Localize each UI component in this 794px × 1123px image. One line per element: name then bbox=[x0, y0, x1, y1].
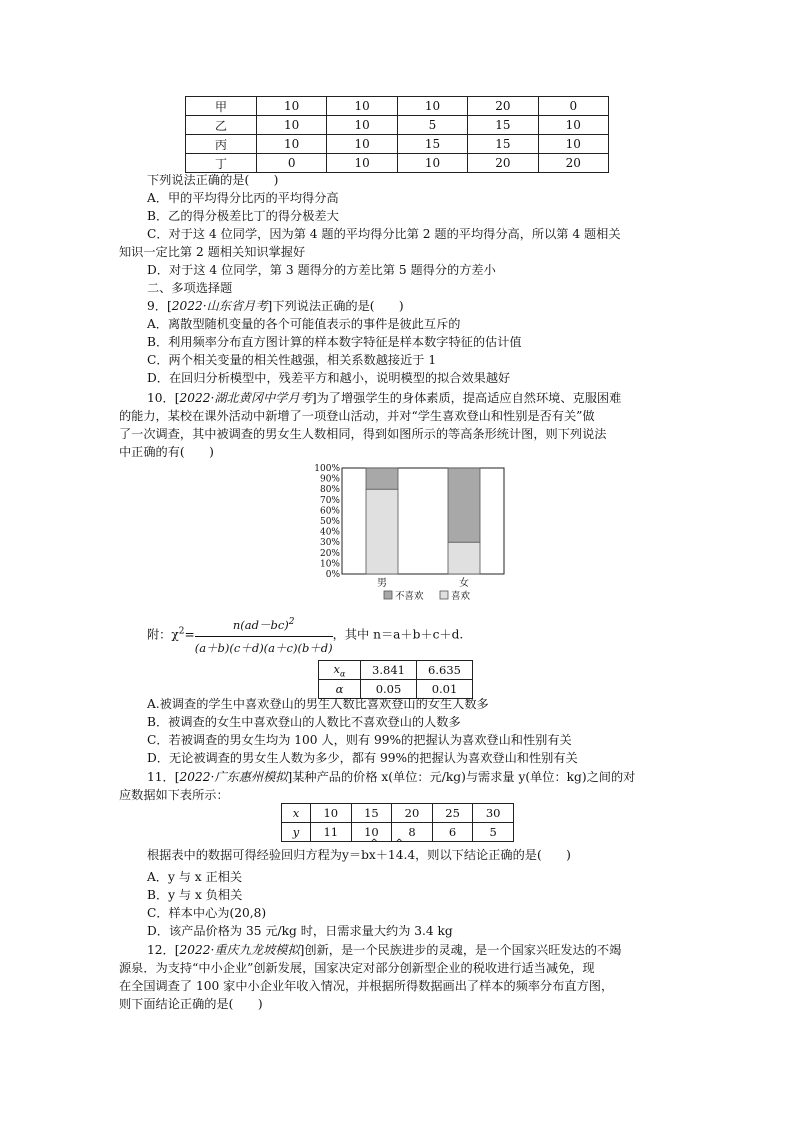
score-cell: 5 bbox=[397, 116, 467, 135]
score-cell: 10 bbox=[327, 154, 397, 173]
q10-option-d: D．无论被调查的男女生人数为多少，都有 99%的把握认为喜欢登山和性别有关 bbox=[147, 751, 578, 765]
y-label: y bbox=[282, 823, 311, 842]
q10-option-c: C．若被调查的男女生均为 100 人，则有 99%的把握认为喜欢登山和性别有关 bbox=[147, 733, 572, 747]
q12-line3: 在全国调查了 100 家中小企业年收入情况，并根据所得数据画出了样本的频率分布直方图， bbox=[119, 979, 614, 993]
score-table bbox=[185, 96, 609, 173]
q11-line2: 应数据如下表所示： bbox=[119, 788, 229, 802]
score-cell: 0 bbox=[257, 154, 327, 173]
q9-option-b: B．利用频率分布直方图计算的样本数字特征是样本数字特征的估计值 bbox=[147, 335, 522, 349]
score-row bbox=[186, 116, 609, 135]
score-cell: 10 bbox=[397, 97, 467, 116]
q9-option-d: D．在回归分析模型中，残差平方和越小，说明模型的拟合效果越好 bbox=[147, 371, 511, 385]
y-tick-label: 40% bbox=[319, 527, 340, 538]
score-cell: 10 bbox=[327, 135, 397, 154]
score-cell: 10 bbox=[538, 135, 608, 154]
y-tick-label: 100% bbox=[314, 464, 340, 474]
q8-option-b: B．乙的得分极差比丁的得分极差大 bbox=[147, 209, 339, 223]
score-cell: 10 bbox=[327, 97, 397, 116]
score-cell: 20 bbox=[468, 154, 538, 173]
y-tick-label: 50% bbox=[319, 517, 340, 527]
crit-row1-label: $x_\alpha$ bbox=[319, 661, 361, 680]
section-heading: 二、多项选择题 bbox=[147, 281, 233, 295]
y-cell: 5 bbox=[473, 823, 514, 842]
crit-cell: 0.01 bbox=[417, 680, 473, 699]
x-category-label: 男 bbox=[377, 578, 387, 589]
y-tick-label: 70% bbox=[319, 495, 340, 506]
bar-segment bbox=[366, 489, 398, 574]
score-cell: 10 bbox=[538, 116, 608, 135]
crit-cell: 0.05 bbox=[361, 680, 417, 699]
score-cell: 15 bbox=[397, 135, 467, 154]
q11-option-c: C．样本中心为(20,8) bbox=[147, 906, 267, 920]
x-label: x bbox=[282, 804, 311, 823]
score-cell: 20 bbox=[468, 97, 538, 116]
student-name: 甲 bbox=[186, 97, 257, 116]
q9-option-a: A．离散型随机变量的各个可能值表示的事件是彼此互斥的 bbox=[147, 317, 461, 331]
x-cell: 25 bbox=[432, 804, 473, 823]
x-cell: 20 bbox=[392, 804, 433, 823]
q10-line3: 了一次调查，其中被调查的男女生人数相同，得到如图所示的等高条形统计图，则下列说法 bbox=[119, 427, 607, 441]
crit-row2-label: α bbox=[319, 680, 361, 699]
y-tick-label: 20% bbox=[319, 548, 340, 559]
q8-option-c-cont: 知识一定比第 2 题相关知识掌握好 bbox=[119, 245, 306, 259]
q10-stem: 10．[2022·湖北黄冈中学月考]为了增强学生的身体素质，提高适应自然环境、克服困难 bbox=[147, 391, 622, 405]
bar-segment bbox=[366, 468, 398, 489]
legend-label: 不喜欢 bbox=[395, 591, 424, 602]
q9-option-c: C．两个相关变量的相关性越强，相关系数越接近于 1 bbox=[147, 353, 437, 367]
score-row bbox=[186, 154, 609, 173]
y-tick-label: 80% bbox=[319, 485, 340, 496]
y-tick-label: 10% bbox=[319, 559, 340, 570]
formula-fraction: $\frac{n(ad-bc)^2}{(a+b)(c+d)(a+c)(b+d)}$ bbox=[195, 612, 333, 658]
y-cell: 10 bbox=[351, 823, 392, 842]
q11-source: 2022·广东惠州模拟 bbox=[179, 770, 288, 784]
score-row bbox=[186, 97, 609, 116]
legend-label: 喜欢 bbox=[451, 591, 471, 602]
q11-stem: 11．[2022·广东惠州模拟]某种产品的价格 x(单位：元/kg)与需求量 y(单位：kg)之间的对 bbox=[147, 770, 636, 784]
score-cell: 10 bbox=[397, 154, 467, 173]
score-cell: 15 bbox=[468, 135, 538, 154]
score-cell: 10 bbox=[257, 135, 327, 154]
q10-option-a: A.被调查的学生中喜欢登山的男生人数比喜欢登山的女生人数多 bbox=[147, 697, 489, 711]
y-cell: 11 bbox=[311, 823, 352, 842]
q12-stem: 12．[2022·重庆九龙坡模拟]创新，是一个民族进步的灵魂，是一个国家兴旺发达的不竭 bbox=[147, 943, 622, 957]
y-cell: 8 bbox=[392, 823, 433, 842]
q11-formula-line: 根据表中的数据可得经验回归方程为y＝bx＋14.4，则以下结论正确的是( ) bbox=[147, 848, 571, 862]
q12-line4: 则下面结论正确的是( ) bbox=[119, 997, 263, 1011]
score-cell: 15 bbox=[468, 116, 538, 135]
q12-line2: 源泉．为支持“中小企业”创新发展，国家决定对部分创新型企业的税收进行适当减免，现 bbox=[119, 961, 595, 975]
score-row bbox=[186, 135, 609, 154]
q11-option-d: D．该产品价格为 35 元/kg 时，日需求量大约为 3.4 kg bbox=[147, 924, 453, 938]
score-cell: 0 bbox=[538, 97, 608, 116]
q11-option-b: B．y 与 x 负相关 bbox=[147, 888, 243, 902]
q10-source: 2022·湖北黄冈中学月考 bbox=[179, 391, 312, 405]
x-cell: 30 bbox=[473, 804, 514, 823]
y-tick-label: 0% bbox=[325, 570, 340, 580]
q8-stem: 下列说法正确的是( ) bbox=[147, 173, 279, 187]
student-name: 乙 bbox=[186, 116, 257, 135]
q10-line2: 的能力，某校在课外活动中新增了一项登山活动，并对“学生喜欢登山和性别是否有关”做 bbox=[119, 409, 595, 423]
hat-b: ^ bbox=[395, 838, 404, 849]
score-cell: 10 bbox=[257, 97, 327, 116]
q9-source: 2022·山东省月考 bbox=[171, 299, 268, 313]
hat-y: ^ bbox=[370, 838, 379, 849]
q8-option-d: D．对于这 4 位同学，第 3 题得分的方差比第 5 题得分的方差小 bbox=[147, 263, 496, 277]
student-name: 丙 bbox=[186, 135, 257, 154]
score-cell: 10 bbox=[257, 116, 327, 135]
crit-cell: 3.841 bbox=[361, 661, 417, 680]
q12-source: 2022·重庆九龙坡模拟 bbox=[179, 943, 300, 957]
stacked-bar-chart bbox=[300, 462, 520, 604]
y-cell: 6 bbox=[432, 823, 473, 842]
legend-swatch bbox=[384, 591, 392, 599]
chi-square-formula: 附：$\chi^2=$ $\frac{n(ad-bc)^2}{(a+b)(c+d)(a+c)(b+d)}$ ，其中 n＝a＋b＋c＋d. bbox=[147, 612, 463, 658]
x-category-label: 女 bbox=[459, 578, 469, 589]
x-cell: 10 bbox=[311, 804, 352, 823]
price-demand-table bbox=[281, 803, 514, 842]
q8-option-c: C．对于这 4 位同学，因为第 4 题的平均得分比第 2 题的平均得分高，所以第 4 题相关 bbox=[147, 227, 621, 241]
student-name: 丁 bbox=[186, 154, 257, 173]
q10-line4: 中正确的有( ) bbox=[119, 445, 214, 459]
y-tick-label: 60% bbox=[319, 506, 340, 517]
critical-value-table bbox=[318, 660, 473, 699]
y-tick-label: 90% bbox=[319, 474, 340, 485]
x-cell: 15 bbox=[351, 804, 392, 823]
legend-swatch bbox=[440, 591, 448, 599]
q11-option-a: A．y 与 x 正相关 bbox=[147, 870, 243, 884]
score-cell: 20 bbox=[538, 154, 608, 173]
bar-segment bbox=[448, 542, 480, 574]
bar-segment bbox=[448, 468, 480, 542]
crit-cell: 6.635 bbox=[417, 661, 473, 680]
q9-stem: 9．[2022·山东省月考]下列说法正确的是( ) bbox=[147, 299, 404, 313]
q8-option-a: A．甲的平均得分比丙的平均得分高 bbox=[147, 191, 339, 205]
q10-option-b: B．被调查的女生中喜欢登山的人数比不喜欢登山的人数多 bbox=[147, 715, 461, 729]
score-cell: 10 bbox=[327, 116, 397, 135]
y-tick-label: 30% bbox=[319, 538, 340, 549]
